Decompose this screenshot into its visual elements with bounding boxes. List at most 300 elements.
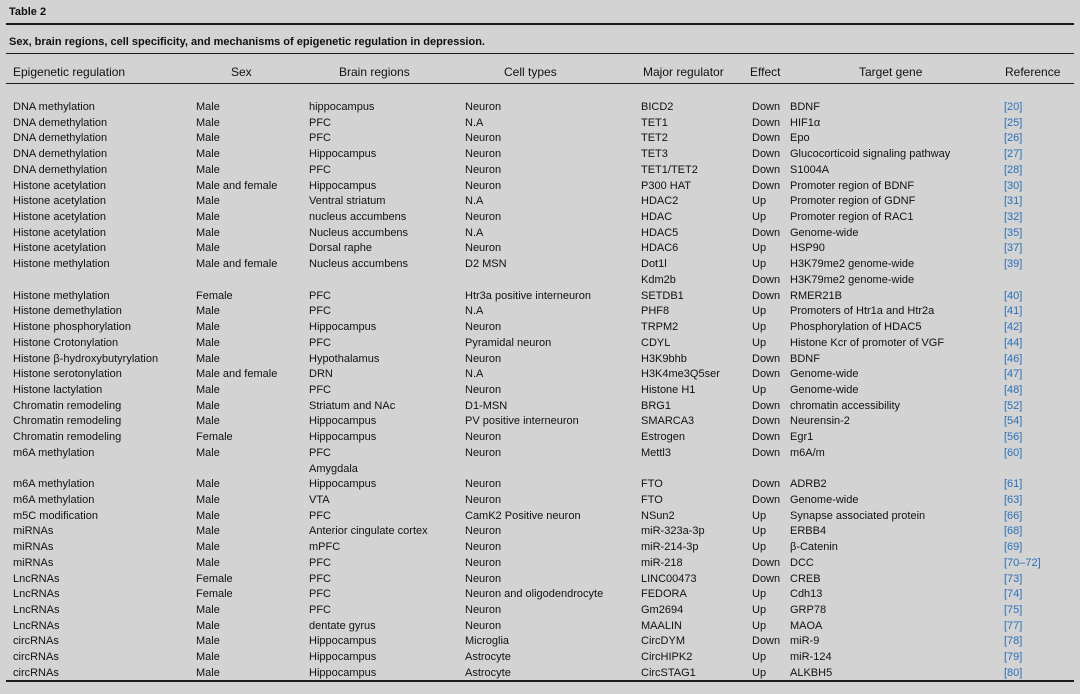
cell-regulator: HDAC6 <box>641 242 679 255</box>
cell-target-gene: BDNF <box>790 352 820 365</box>
cell-regulator: Histone H1 <box>641 383 696 396</box>
cell-effect: Down <box>752 116 781 129</box>
table-row <box>4 604 1076 616</box>
cell-brain-region: nucleus accumbens <box>309 211 407 224</box>
cell-cell-type: Neuron <box>465 179 502 192</box>
cell-sex: Male and female <box>196 258 278 271</box>
cell-regulator: TRPM2 <box>641 321 679 334</box>
cell-regulation: Histone methylation <box>13 289 110 302</box>
cell-cell-type: Neuron and oligodendrocyte <box>465 588 604 601</box>
cell-target-gene: β-Catenin <box>790 541 838 554</box>
cell-effect: Down <box>752 572 781 585</box>
cell-regulation: circRNAs <box>13 651 59 664</box>
cell-brain-region: Hippocampus <box>309 179 377 192</box>
cell-sex: Female <box>196 588 233 601</box>
cell-brain-region: PFC <box>309 132 331 145</box>
reference-link[interactable]: [26] <box>1004 132 1023 145</box>
cell-target-gene: Genome-wide <box>790 226 859 239</box>
reference-link[interactable]: [41] <box>1004 305 1023 318</box>
cell-cell-type: Pyramidal neuron <box>465 336 552 349</box>
cell-cell-type: Neuron <box>465 604 502 617</box>
cell-effect: Up <box>752 383 767 396</box>
cell-regulator: BRG1 <box>641 399 671 412</box>
cell-regulation: Histone lactylation <box>13 383 103 396</box>
cell-regulator: FEDORA <box>641 588 687 601</box>
cell-sex: Male <box>196 541 220 554</box>
cell-cell-type: Neuron <box>465 242 502 255</box>
cell-regulation: DNA demethylation <box>13 116 108 129</box>
cell-regulation: Histone demethylation <box>13 305 122 318</box>
cell-target-gene: miR-124 <box>790 651 832 664</box>
cell-brain-region: Hippocampus <box>309 415 377 428</box>
cell-cell-type: N.A <box>465 226 484 239</box>
table-row <box>4 227 1076 239</box>
cell-brain-region: PFC <box>309 556 331 569</box>
table-row <box>4 132 1076 144</box>
cell-sex: Female <box>196 572 233 585</box>
cell-effect: Down <box>752 399 781 412</box>
table-row <box>4 400 1076 412</box>
cell-brain-region: Hippocampus <box>309 666 377 679</box>
table-row <box>4 415 1076 427</box>
cell-sex: Male <box>196 305 220 318</box>
cell-regulation: m5C modification <box>13 509 98 522</box>
cell-brain-region: Hippocampus <box>309 321 377 334</box>
cell-effect: Up <box>752 305 767 318</box>
cell-regulation: DNA demethylation <box>13 148 108 161</box>
cell-target-gene: RMER21B <box>790 289 842 302</box>
cell-regulator: HDAC2 <box>641 195 679 208</box>
cell-cell-type: D1-MSN <box>465 399 508 412</box>
cell-brain-region: mPFC <box>309 541 341 554</box>
table-row <box>4 211 1076 223</box>
cell-cell-type: Neuron <box>465 541 502 554</box>
header-rule <box>6 83 1074 84</box>
cell-cell-type: Neuron <box>465 211 502 224</box>
cell-regulator: Dot1l <box>641 258 667 271</box>
table-row <box>4 541 1076 553</box>
cell-sex: Male <box>196 211 220 224</box>
cell-cell-type: Htr3a positive interneuron <box>465 289 591 302</box>
cell-regulation: m6A methylation <box>13 494 95 506</box>
table-row <box>4 510 1076 522</box>
cell-regulation: Histone acetylation <box>13 226 106 239</box>
cell-regulation: Histone acetylation <box>13 211 106 224</box>
cell-sex: Male <box>196 242 220 255</box>
table-row <box>4 305 1076 317</box>
cell-regulation: LncRNAs <box>13 619 60 632</box>
cell-effect: Down <box>752 226 781 239</box>
table-row <box>4 180 1076 192</box>
reference-link[interactable]: [42] <box>1004 321 1023 334</box>
table-row <box>4 635 1076 647</box>
cell-regulator: BICD2 <box>641 101 674 113</box>
table-row <box>4 321 1076 333</box>
cell-target-gene: Cdh13 <box>790 588 823 601</box>
reference-link[interactable]: [70–72] <box>1004 556 1041 569</box>
reference-link[interactable]: [77] <box>1004 619 1023 632</box>
cell-regulation: LncRNAs <box>13 604 60 617</box>
reference-link[interactable]: [47] <box>1004 368 1023 381</box>
cell-brain-region: PFC <box>309 572 331 585</box>
table-row <box>4 557 1076 569</box>
cell-target-gene: Egr1 <box>790 431 814 444</box>
reference-link[interactable]: [54] <box>1004 415 1023 428</box>
cell-effect: Up <box>752 666 767 679</box>
cell-regulation: LncRNAs <box>13 572 60 585</box>
cell-brain-region: PFC <box>309 588 331 601</box>
table-row <box>4 258 1076 270</box>
cell-regulation: miRNAs <box>13 541 54 554</box>
reference-link[interactable]: [39] <box>1004 258 1023 271</box>
cell-cell-type: D2 MSN <box>465 258 507 271</box>
cell-regulator: LINC00473 <box>641 572 697 585</box>
cell-regulator: Kdm2b <box>641 273 676 286</box>
cell-effect: Up <box>752 651 767 664</box>
top-rule <box>6 23 1074 25</box>
cell-sex: Male <box>196 399 220 412</box>
cell-brain-region: PFC <box>309 604 331 617</box>
cell-regulator: TET2 <box>641 132 668 145</box>
header-brain-regions: Brain regions <box>339 65 410 79</box>
cell-effect: Down <box>752 101 781 113</box>
cell-cell-type: PV positive interneuron <box>465 415 579 428</box>
cell-cell-type: N.A <box>465 368 484 381</box>
reference-link[interactable]: [74] <box>1004 588 1023 601</box>
cell-cell-type: Microglia <box>465 635 510 648</box>
cell-cell-type: Neuron <box>465 383 502 396</box>
header-reference: Reference <box>1005 65 1061 79</box>
cell-brain-region: PFC <box>309 446 331 459</box>
cell-target-gene: MAOA <box>790 619 823 632</box>
cell-brain-region: PFC <box>309 116 331 129</box>
table-row <box>4 290 1076 302</box>
reference-link[interactable]: [68] <box>1004 525 1023 538</box>
cell-target-gene: HSP90 <box>790 242 825 255</box>
header-sex: Sex <box>231 65 252 79</box>
reference-link[interactable]: [52] <box>1004 399 1023 412</box>
reference-link[interactable]: [73] <box>1004 572 1023 585</box>
cell-effect: Up <box>752 242 767 255</box>
reference-link[interactable]: [25] <box>1004 116 1023 129</box>
cell-effect: Up <box>752 604 767 617</box>
cell-regulator: CircHIPK2 <box>641 651 693 664</box>
table-row <box>4 164 1076 176</box>
cell-cell-type: Neuron <box>465 148 502 161</box>
cell-target-gene: GRP78 <box>790 604 827 617</box>
cell-target-gene: m6A/m <box>790 446 825 459</box>
cell-cell-type: Neuron <box>465 556 502 569</box>
table-row <box>4 463 1076 475</box>
cell-target-gene: H3K79me2 genome-wide <box>790 258 915 271</box>
cell-cell-type: Neuron <box>465 494 502 506</box>
cell-effect: Down <box>752 132 781 145</box>
cell-regulation: Histone acetylation <box>13 242 106 255</box>
cell-target-gene: S1004A <box>790 163 830 176</box>
cell-regulator: PHF8 <box>641 305 670 318</box>
cell-sex: Male <box>196 619 220 632</box>
cell-effect: Down <box>752 446 781 459</box>
reference-link[interactable]: [27] <box>1004 148 1023 161</box>
table-row <box>4 353 1076 365</box>
cell-regulation: LncRNAs <box>13 588 60 601</box>
cell-brain-region: Nucleus accumbens <box>309 258 409 271</box>
cell-brain-region: Hippocampus <box>309 651 377 664</box>
cell-sex: Male <box>196 415 220 428</box>
table-row <box>4 195 1076 207</box>
cell-sex: Male <box>196 666 220 679</box>
reference-link[interactable]: [61] <box>1004 478 1023 491</box>
cell-brain-region: PFC <box>309 163 331 176</box>
table-row <box>4 525 1076 537</box>
table-row <box>4 620 1076 632</box>
cell-regulation: Histone β-hydroxybutyrylation <box>13 352 159 365</box>
reference-link[interactable]: [28] <box>1004 163 1023 176</box>
cell-regulation: miRNAs <box>13 525 54 538</box>
cell-regulation: DNA demethylation <box>13 132 108 145</box>
cell-cell-type: Neuron <box>465 525 502 538</box>
header-epigenetic-regulation: Epigenetic regulation <box>13 65 126 79</box>
cell-effect: Up <box>752 195 767 208</box>
cell-target-gene: Promoters of Htr1a and Htr2a <box>790 305 935 318</box>
cell-effect: Down <box>752 179 781 192</box>
cell-regulator: CDYL <box>641 336 671 349</box>
table-row <box>4 148 1076 160</box>
cell-regulator: TET1 <box>641 116 668 129</box>
table-row <box>4 573 1076 585</box>
reference-link[interactable]: [48] <box>1004 383 1023 396</box>
cell-regulator: HDAC <box>641 211 673 224</box>
reference-link[interactable]: [32] <box>1004 211 1023 224</box>
caption-rule <box>6 53 1074 54</box>
cell-cell-type: CamK2 Positive neuron <box>465 509 581 522</box>
cell-cell-type: Neuron <box>465 619 502 632</box>
table-row <box>4 274 1076 286</box>
table-row <box>4 478 1076 490</box>
cell-sex: Male <box>196 509 220 522</box>
cell-sex: Male <box>196 321 220 334</box>
cell-brain-region: Hippocampus <box>309 431 377 444</box>
cell-sex: Female <box>196 289 233 302</box>
table-row <box>4 384 1076 396</box>
table-page <box>4 0 1076 694</box>
cell-cell-type: Neuron <box>465 572 502 585</box>
cell-brain-region: Hippocampus <box>309 478 377 491</box>
cell-effect: Down <box>752 289 781 302</box>
cell-effect: Down <box>752 148 781 161</box>
cell-effect: Down <box>752 273 781 286</box>
cell-effect: Down <box>752 556 781 569</box>
table-row <box>4 651 1076 663</box>
cell-cell-type: Neuron <box>465 446 502 459</box>
reference-link[interactable]: [37] <box>1004 242 1023 255</box>
reference-link[interactable]: [63] <box>1004 494 1023 506</box>
cell-effect: Down <box>752 478 781 491</box>
reference-link[interactable]: [79] <box>1004 651 1023 664</box>
cell-regulation: miRNAs <box>13 556 54 569</box>
cell-regulation: Histone methylation <box>13 258 110 271</box>
cell-effect: Up <box>752 509 767 522</box>
cell-regulator: FTO <box>641 478 663 491</box>
cell-regulator: CircSTAG1 <box>641 666 696 679</box>
cell-target-gene: HIF1α <box>790 116 821 129</box>
cell-regulation: Histone Crotonylation <box>13 336 119 349</box>
cell-sex: Male and female <box>196 179 278 192</box>
cell-brain-region: PFC <box>309 336 331 349</box>
cell-brain-region: DRN <box>309 368 333 381</box>
reference-link[interactable]: [35] <box>1004 226 1023 239</box>
cell-effect: Up <box>752 541 767 554</box>
cell-effect: Up <box>752 525 767 538</box>
cell-effect: Down <box>752 431 781 444</box>
cell-regulator: FTO <box>641 494 663 506</box>
header-target-gene: Target gene <box>859 65 923 79</box>
reference-link[interactable]: [69] <box>1004 541 1023 554</box>
cell-sex: Male and female <box>196 368 278 381</box>
cell-brain-region: Anterior cingulate cortex <box>309 525 428 538</box>
reference-link[interactable]: [31] <box>1004 195 1023 208</box>
cell-target-gene: Genome-wide <box>790 383 859 396</box>
cell-regulator: miR-218 <box>641 556 683 569</box>
cell-cell-type: Astrocyte <box>465 651 511 664</box>
cell-regulation: Chromatin remodeling <box>13 399 122 412</box>
cell-regulator: MAALIN <box>641 619 682 632</box>
cell-regulator: NSun2 <box>641 509 675 522</box>
cell-brain-region: PFC <box>309 305 331 318</box>
cell-regulation: Histone serotonylation <box>13 368 122 381</box>
table-row <box>4 101 1076 113</box>
reference-link[interactable]: [78] <box>1004 635 1023 648</box>
table-row <box>4 368 1076 380</box>
cell-sex: Male <box>196 195 220 208</box>
cell-regulator: Mettl3 <box>641 446 671 459</box>
cell-brain-region: Dorsal raphe <box>309 242 372 255</box>
cell-regulator: H3K4me3Q5ser <box>641 368 720 381</box>
cell-sex: Male <box>196 226 220 239</box>
cell-target-gene: Synapse associated protein <box>790 509 926 522</box>
header-effect: Effect <box>750 65 781 79</box>
cell-target-gene: DCC <box>790 556 814 569</box>
cell-target-gene: ALKBH5 <box>790 666 833 679</box>
cell-effect: Up <box>752 336 767 349</box>
cell-regulator: CircDYM <box>641 635 685 648</box>
cell-sex: Male <box>196 446 220 459</box>
cell-brain-region: Hippocampus <box>309 635 377 648</box>
cell-regulator: Estrogen <box>641 431 686 444</box>
table-row <box>4 494 1076 506</box>
cell-regulation: circRNAs <box>13 635 59 648</box>
cell-brain-region: Hypothalamus <box>309 352 380 365</box>
cell-regulator: TET1/TET2 <box>641 163 698 176</box>
cell-target-gene: Promoter region of RAC1 <box>790 211 914 224</box>
cell-target-gene: Phosphorylation of HDAC5 <box>790 321 922 334</box>
cell-target-gene: Neurensin-2 <box>790 415 850 428</box>
cell-effect: Up <box>752 619 767 632</box>
cell-brain-region: PFC <box>309 289 331 302</box>
cell-cell-type: N.A <box>465 116 484 129</box>
reference-link[interactable]: [30] <box>1004 179 1023 192</box>
cell-brain-region: Ventral striatum <box>309 195 386 208</box>
cell-regulation: Histone acetylation <box>13 195 106 208</box>
cell-regulation: DNA methylation <box>13 101 95 113</box>
cell-regulator: miR-323a-3p <box>641 525 705 538</box>
reference-link[interactable]: [80] <box>1004 666 1023 679</box>
cell-effect: Up <box>752 588 767 601</box>
cell-sex: Male <box>196 352 220 365</box>
cell-cell-type: Neuron <box>465 101 502 113</box>
table-row <box>4 431 1076 443</box>
cell-target-gene: miR-9 <box>790 635 820 648</box>
cell-cell-type: Neuron <box>465 132 502 145</box>
cell-target-gene: ERBB4 <box>790 525 827 538</box>
reference-link[interactable]: [56] <box>1004 431 1023 444</box>
cell-target-gene: ADRB2 <box>790 478 827 491</box>
cell-effect: Up <box>752 211 767 224</box>
reference-link[interactable]: [46] <box>1004 352 1023 365</box>
cell-sex: Male <box>196 635 220 648</box>
cell-effect: Up <box>752 258 767 271</box>
reference-link[interactable]: [60] <box>1004 446 1023 459</box>
cell-target-gene: Histone Kcr of promoter of VGF <box>790 336 945 349</box>
bottom-rule <box>6 680 1074 682</box>
cell-regulator: P300 HAT <box>641 179 691 192</box>
cell-sex: Male <box>196 116 220 129</box>
cell-target-gene: CREB <box>790 572 821 585</box>
cell-sex: Male <box>196 604 220 617</box>
cell-brain-region: PFC <box>309 383 331 396</box>
cell-effect: Down <box>752 494 781 506</box>
cell-regulation: circRNAs <box>13 666 59 679</box>
cell-brain-region: Striatum and NAc <box>309 399 396 412</box>
table-caption: Sex, brain regions, cell specificity, and mechanisms of epigenetic regulation in depression. <box>9 36 485 48</box>
reference-link[interactable]: [75] <box>1004 604 1023 617</box>
cell-cell-type: N.A <box>465 195 484 208</box>
cell-brain-region: hippocampus <box>309 101 375 113</box>
cell-brain-region: VTA <box>309 494 330 506</box>
cell-effect: Up <box>752 321 767 334</box>
cell-sex: Male <box>196 525 220 538</box>
cell-target-gene: Epo <box>790 132 810 145</box>
table-row <box>4 242 1076 254</box>
cell-sex: Male <box>196 651 220 664</box>
reference-link[interactable]: [44] <box>1004 336 1023 349</box>
reference-link[interactable]: [66] <box>1004 509 1023 522</box>
cell-cell-type: Neuron <box>465 352 502 365</box>
reference-link[interactable]: [40] <box>1004 289 1023 302</box>
cell-regulator: miR-214-3p <box>641 541 699 554</box>
cell-effect: Down <box>752 415 781 428</box>
cell-sex: Male <box>196 556 220 569</box>
cell-effect: Down <box>752 352 781 365</box>
cell-target-gene: Glucocorticoid signaling pathway <box>790 148 951 161</box>
cell-regulation: Histone acetylation <box>13 179 106 192</box>
cell-sex: Female <box>196 431 233 444</box>
cell-regulator: Gm2694 <box>641 604 684 617</box>
cell-cell-type: Neuron <box>465 431 502 444</box>
cell-cell-type: Astrocyte <box>465 666 511 679</box>
cell-sex: Male <box>196 336 220 349</box>
reference-link[interactable]: [20] <box>1004 101 1023 113</box>
table-row <box>4 667 1076 679</box>
cell-sex: Male <box>196 494 220 506</box>
cell-sex: Male <box>196 163 220 176</box>
cell-regulation: m6A methylation <box>13 446 95 459</box>
cell-regulation: Chromatin remodeling <box>13 415 122 428</box>
header-cell-types: Cell types <box>504 65 557 79</box>
cell-cell-type: Neuron <box>465 321 502 334</box>
table-row <box>4 117 1076 129</box>
cell-regulator: TET3 <box>641 148 668 161</box>
